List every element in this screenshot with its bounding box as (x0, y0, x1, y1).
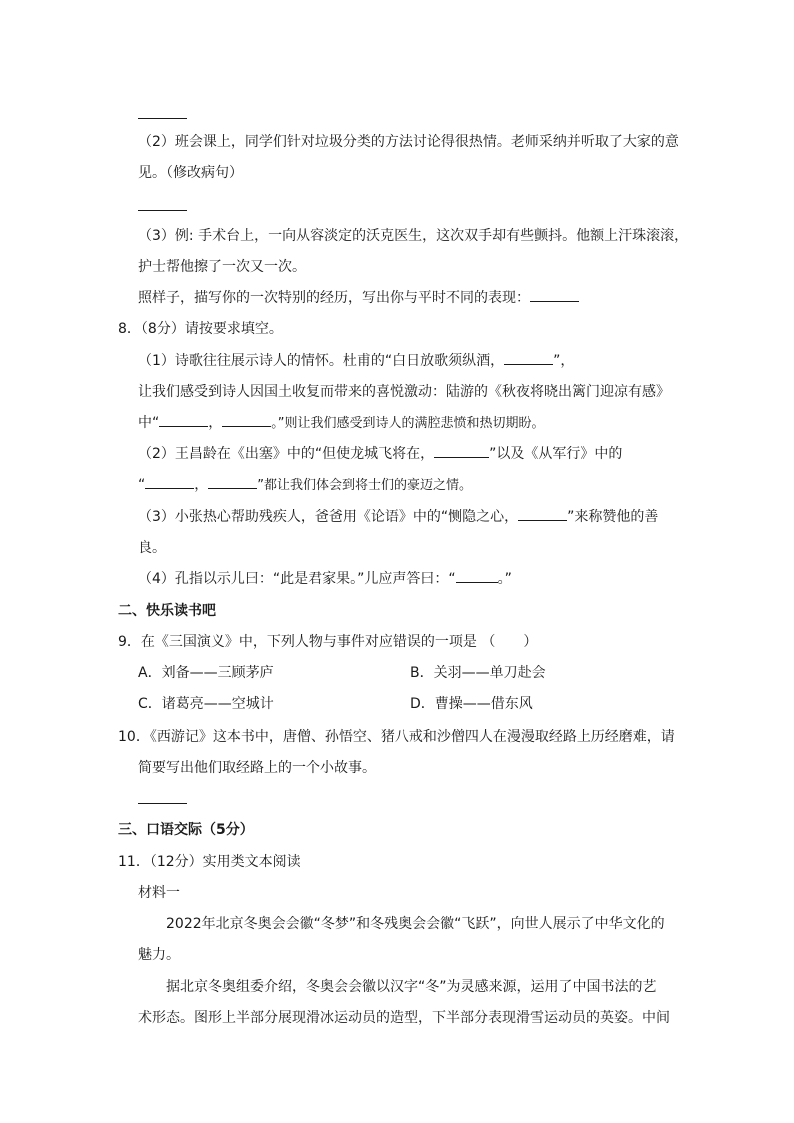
q9-option-d: D．曹操——借东风 (410, 696, 533, 712)
section-3-title: 三、口语交际（5分） (118, 822, 254, 838)
q11-para2-line1: 据北京冬奥组委介绍，冬奥会会徽以汉字“冬”为灵感来源，运用了中国书法的艺 (166, 979, 657, 995)
answer-blank-q8-7 (518, 519, 567, 521)
q8-sub1-line2: 让我们感受到诗人因国土收复而带来的喜悦激动：陆游的《秋夜将晓出篱门迎凉有感》 (138, 384, 670, 400)
q11-material-label: 材料一 (138, 885, 180, 901)
q7-part3-line1: （3）例: 手术台上，一向从容淡定的沃克医生，这次双手却有些颤抖。他额上汗珠滚滚， (138, 228, 689, 244)
answer-blank-q7-2 (138, 209, 187, 211)
answer-blank-q8-2 (159, 425, 208, 427)
q7-part3-line3: 照样子，描写你的一次特别的经历，写出你与平时不同的表现： (138, 288, 579, 309)
q8-sub4: （4）孔指以示儿曰：“此是君家果。”儿应声答曰：“ 。” (138, 571, 512, 587)
q7-part2-line2: 见。（修改病句） (138, 165, 243, 181)
q8-sub3-line2: 良。 (138, 540, 166, 556)
q9-option-a: A．刘备——三顾茅庐 (138, 665, 274, 681)
answer-blank-q8-8 (456, 581, 498, 583)
q11-para1-line1: 2022年北京冬奥会会徽“冬梦”和冬残奥会会徽“飞跃”，向世人展示了中华文化的 (166, 916, 665, 932)
q8-sub1-line1: （1）诗歌往往展示诗人的情怀。杜甫的“白日放歌须纵酒， ”， (138, 353, 575, 369)
answer-blank-q8-1 (504, 363, 553, 365)
answer-blank-q7-3 (530, 300, 579, 302)
q8-sub1-line3: 中“ ， 。”则让我们感受到诗人的满腔悲愤和热切期盼。 (138, 415, 545, 431)
answer-blank-q10 (138, 802, 187, 804)
answer-blank-q8-3 (222, 425, 271, 427)
q9-option-c: C．诸葛亮——空城计 (138, 696, 274, 712)
answer-blank-q8-4 (434, 456, 489, 458)
q8-sub2-line2: “ ， ”都让我们体会到将士们的豪迈之情。 (138, 477, 473, 493)
answer-blank-q7-1 (138, 117, 187, 119)
answer-blank-q8-5 (145, 487, 194, 489)
q8-stem: 8．（8分）请按要求填空。 (118, 321, 283, 337)
q11-para1-line2: 魅力。 (138, 947, 180, 963)
q7-part3-line2: 护士帮他擦了一次又一次。 (138, 259, 306, 275)
q9-option-b: B．关羽——单刀赴会 (410, 665, 546, 681)
answer-blank-q8-6 (208, 487, 257, 489)
q7-part2-line1: （2）班会课上，同学们针对垃圾分类的方法讨论得很热情。老师采纳并听取了大家的意 (138, 134, 679, 150)
section-2-title: 二、快乐读书吧 (118, 603, 216, 619)
q10-line2: 简要写出他们取经路上的一个小故事。 (138, 760, 376, 776)
q8-sub3-line1: （3）小张热心帮助残疾人，爸爸用《论语》中的“恻隐之心， ”来称赞他的善 (138, 509, 659, 525)
q9-stem: 9．在《三国演义》中，下列人物与事件对应错误的一项是 （ ） (118, 634, 538, 650)
q8-sub2-line1: （2）王昌龄在《出塞》中的“但使龙城飞将在， ”以及《从军行》中的 (138, 446, 623, 462)
q11-para2-line2: 术形态。图形上半部分展现滑冰运动员的造型，下半部分表现滑雪运动员的英姿。中间 (138, 1010, 670, 1026)
q11-stem: 11．（12分）实用类文本阅读 (118, 854, 301, 870)
q10-line1: 10．《西游记》这本书中，唐僧、孙悟空、猪八戒和沙僧四人在漫漫取经路上历经磨难，请 (118, 729, 675, 745)
